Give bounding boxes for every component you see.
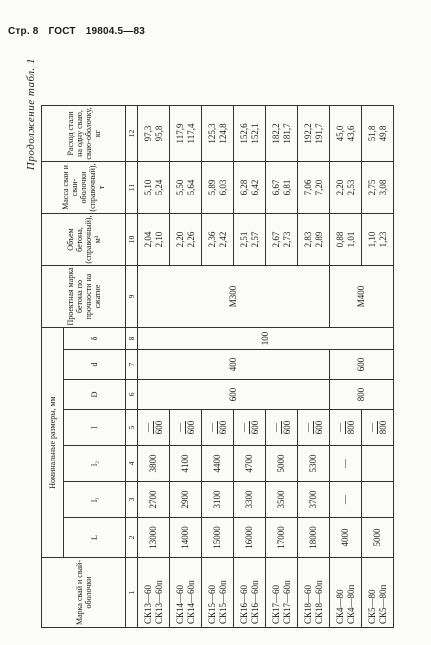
header-d: d xyxy=(64,350,126,380)
brand-cell: СК4—80 СК4—80п xyxy=(330,558,362,628)
header-brand: Марка свай и свай-оболочки xyxy=(42,558,126,628)
header-D: D xyxy=(64,380,126,410)
steel-cell: 51,8 49,8 xyxy=(362,106,394,162)
rotated-table-block xyxy=(25,58,405,628)
d-cell-group: 400 xyxy=(138,350,330,380)
l2-cell: — xyxy=(330,446,362,482)
header-row-1 xyxy=(42,106,64,628)
col-index: 6 xyxy=(126,380,138,410)
mass-cell: 5,50 5,64 xyxy=(170,162,202,214)
l2-cell xyxy=(362,446,394,482)
grade-cell-group: М300 xyxy=(138,266,330,328)
L-cell: 18000 xyxy=(298,518,330,558)
col-index: 5 xyxy=(126,410,138,446)
col-index: 11 xyxy=(126,162,138,214)
l1-cell: — xyxy=(330,482,362,518)
header-nominal: Номинальные размеры, мм xyxy=(42,328,64,558)
L-cell: 13000 xyxy=(138,518,170,558)
col-index: 10 xyxy=(126,214,138,266)
steel-cell: 125,3 124,8 xyxy=(202,106,234,162)
header-l1: l₁ xyxy=(64,482,126,518)
header-l: l xyxy=(64,410,126,446)
col-index: 4 xyxy=(126,446,138,482)
l2-cell: 4100 xyxy=(170,446,202,482)
table-row xyxy=(138,106,170,628)
l1-cell xyxy=(362,482,394,518)
l-cell: — 800 xyxy=(330,410,362,446)
l1-cell: 3500 xyxy=(266,482,298,518)
steel-cell: 182,2 181,7 xyxy=(266,106,298,162)
steel-cell: 45,0 43,6 xyxy=(330,106,362,162)
l1-cell: 3300 xyxy=(234,482,266,518)
l2-cell: 4400 xyxy=(202,446,234,482)
l2-cell: 5000 xyxy=(266,446,298,482)
l2-cell: 5300 xyxy=(298,446,330,482)
brand-cell: СК18—60 СК18—60п xyxy=(298,558,330,628)
mass-cell: 6,28 6,42 xyxy=(234,162,266,214)
brand-cell: СК13—60 СК13—60п xyxy=(138,558,170,628)
header-steel: Расход стали на одну сваю, сваю-оболочку, кг xyxy=(42,106,126,162)
L-cell: 16000 xyxy=(234,518,266,558)
brand-cell: СК16—60 СК16—60п xyxy=(234,558,266,628)
L-cell: 15000 xyxy=(202,518,234,558)
l1-cell: 3700 xyxy=(298,482,330,518)
l-cell: — 600 xyxy=(298,410,330,446)
volume-cell: 0,88 1,01 xyxy=(330,214,362,266)
volume-cell: 2,51 2,57 xyxy=(234,214,266,266)
grade-cell-group: М400 xyxy=(330,266,394,328)
header-delta: δ xyxy=(64,328,126,350)
header-mass: Масса сваи и сваи-оболочки (справочный), т xyxy=(42,162,126,214)
steel-cell: 152,6 152,1 xyxy=(234,106,266,162)
col-index: 7 xyxy=(126,350,138,380)
col-index: 1 xyxy=(126,558,138,628)
mass-cell: 2,20 2,53 xyxy=(330,162,362,214)
d-cell-group: 600 xyxy=(330,350,394,380)
page-header xyxy=(8,26,152,37)
l1-cell: 2700 xyxy=(138,482,170,518)
mass-cell: 2,75 3,08 xyxy=(362,162,394,214)
standard-number: 19804.5—83 xyxy=(85,26,145,37)
L-cell: 4000 xyxy=(330,518,362,558)
standard-label: ГОСТ xyxy=(48,26,76,37)
brand-cell: СК5—80 СК5—80п xyxy=(362,558,394,628)
header-grade: Проектная марка бетона по прочности на сжатие xyxy=(42,266,126,328)
volume-cell: 2,04 2,10 xyxy=(138,214,170,266)
l-cell: — 600 xyxy=(202,410,234,446)
col-index: 2 xyxy=(126,518,138,558)
brand-cell: СК15—60 СК15—60п xyxy=(202,558,234,628)
header-L: L xyxy=(64,518,126,558)
continuation-caption: Продолжение табл. 1 xyxy=(25,58,37,171)
table-row xyxy=(330,106,362,628)
L-cell: 14000 xyxy=(170,518,202,558)
steel-cell: 192,2 191,7 xyxy=(298,106,330,162)
l-cell: — 600 xyxy=(138,410,170,446)
brand-cell: СК17—60 СК17—60п xyxy=(266,558,298,628)
volume-cell: 2,83 2,89 xyxy=(298,214,330,266)
mass-cell: 6,67 6,81 xyxy=(266,162,298,214)
l-cell: — 600 xyxy=(266,410,298,446)
mass-cell: 7,06 7,20 xyxy=(298,162,330,214)
col-index: 9 xyxy=(126,266,138,328)
delta-cell-group: 100 xyxy=(138,328,394,350)
mass-cell: 5,89 6,03 xyxy=(202,162,234,214)
L-cell: 17000 xyxy=(266,518,298,558)
D-cell-group: 800 xyxy=(330,380,394,410)
l-cell: — 600 xyxy=(234,410,266,446)
column-index-row xyxy=(126,106,138,628)
volume-cell: 2,67 2,73 xyxy=(266,214,298,266)
volume-cell: 2,20 2,26 xyxy=(170,214,202,266)
page-number: Стр. 8 xyxy=(8,26,39,37)
l2-cell: 3800 xyxy=(138,446,170,482)
header-volume: Объем бетона, (справочный), м³ xyxy=(42,214,126,266)
col-index: 3 xyxy=(126,482,138,518)
steel-cell: 117,9 117,4 xyxy=(170,106,202,162)
D-cell-group: 600 xyxy=(138,380,330,410)
col-index: 8 xyxy=(126,328,138,350)
l-cell: — 800 xyxy=(362,410,394,446)
L-cell: 5000 xyxy=(362,518,394,558)
brand-cell: СК14—60 СК14—60п xyxy=(170,558,202,628)
header-l2: l₂ xyxy=(64,446,126,482)
volume-cell: 1,10 1,23 xyxy=(362,214,394,266)
piles-table xyxy=(41,105,394,628)
volume-cell: 2,36 2,42 xyxy=(202,214,234,266)
l1-cell: 2900 xyxy=(170,482,202,518)
mass-cell: 5,10 5,24 xyxy=(138,162,170,214)
steel-cell: 97,3 95,8 xyxy=(138,106,170,162)
l1-cell: 3100 xyxy=(202,482,234,518)
l2-cell: 4700 xyxy=(234,446,266,482)
l-cell: — 600 xyxy=(170,410,202,446)
col-index: 12 xyxy=(126,106,138,162)
